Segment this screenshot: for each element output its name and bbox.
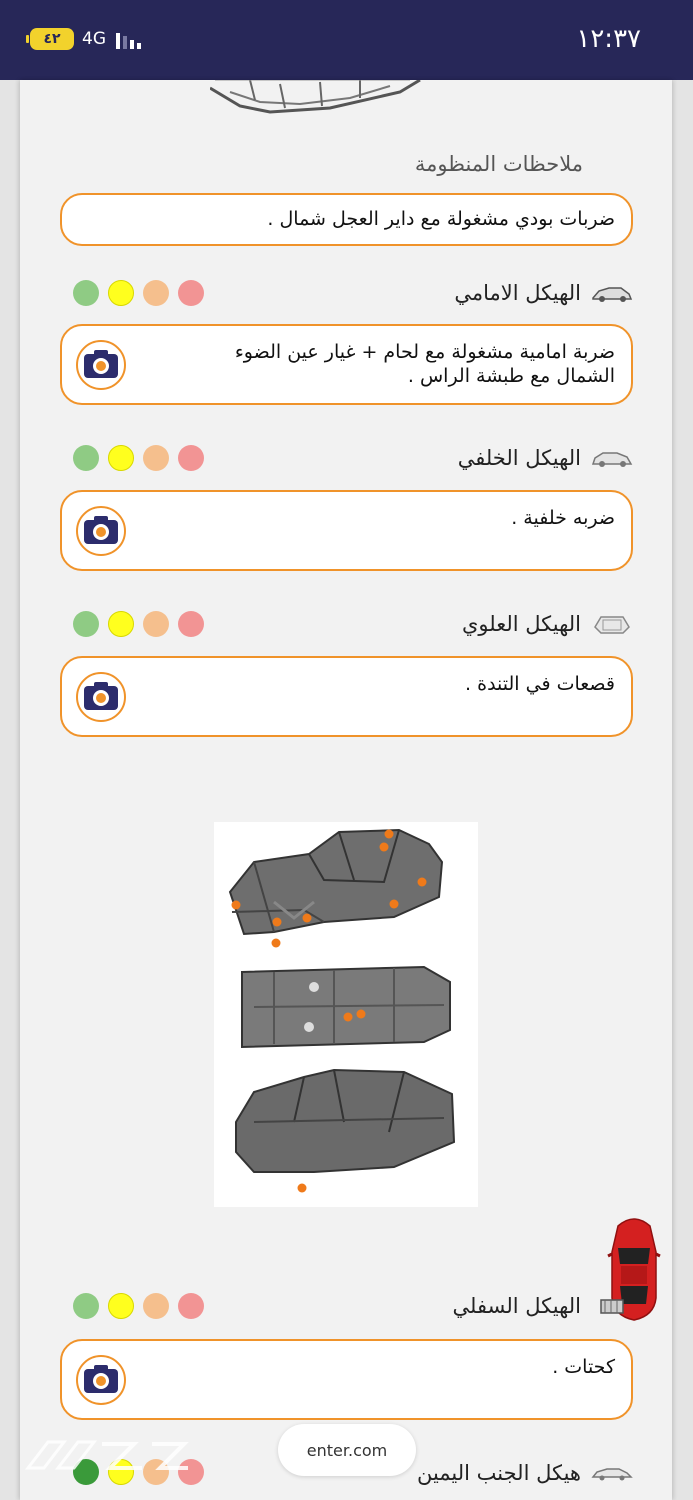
- section-front-note-text: ضربة امامية مشغولة مع لحام + غيار عين الضوء الشمال مع طبشة الراس .: [234, 341, 615, 387]
- section-underbody-header: [453, 1289, 633, 1323]
- section-underbody-note: [60, 1339, 633, 1420]
- car-underbody-icon: [591, 1295, 633, 1317]
- section-rear-header: [458, 441, 633, 475]
- rating-orange-dot[interactable]: [143, 280, 169, 306]
- signal-icon: [116, 29, 141, 49]
- body-frame-image: [214, 822, 478, 1207]
- system-notes-title: ملاحظات المنظومة: [414, 152, 583, 176]
- section-rear-note: [60, 490, 633, 571]
- rating-red-dot[interactable]: [178, 1293, 204, 1319]
- rating-green-dot[interactable]: [73, 280, 99, 306]
- rating-red-dot[interactable]: [178, 445, 204, 471]
- section-roof-note-text: قصعات في التندة .: [465, 673, 615, 695]
- section-right-side-header: [417, 1456, 633, 1490]
- rating-green-dot[interactable]: [73, 445, 99, 471]
- rating-red-dot[interactable]: [178, 280, 204, 306]
- car-rear-body-icon: [591, 447, 633, 469]
- body-frame-diagram: [214, 822, 478, 1207]
- section-front-label: الهيكل الامامي: [454, 281, 581, 305]
- section-front-header: [454, 276, 633, 310]
- section-underbody-note-text: كحتات .: [552, 1356, 615, 1378]
- section-right-side-label: هيكل الجنب اليمين: [416, 1461, 581, 1485]
- url-pill[interactable]: enter.com: [278, 1424, 416, 1476]
- car-front-body-icon: [591, 282, 633, 304]
- section-roof-note: [60, 656, 633, 737]
- car-roof-body-icon: [591, 613, 633, 635]
- camera-button[interactable]: [76, 340, 126, 390]
- status-bar: [0, 0, 693, 80]
- status-left: [30, 28, 141, 50]
- system-notes-text: ضربات بودي مشغولة مع داير العجل شمال .: [267, 208, 615, 230]
- brand-watermark-logo: [24, 1436, 189, 1476]
- rating-yellow-dot[interactable]: [108, 1293, 134, 1319]
- rating-dots-roof: [73, 611, 204, 637]
- battery-indicator: ٤٢: [30, 28, 74, 50]
- rating-yellow-dot[interactable]: [108, 280, 134, 306]
- network-type: 4G: [82, 29, 106, 49]
- rating-dots-underbody: [73, 1293, 204, 1319]
- camera-button[interactable]: [76, 672, 126, 722]
- section-front-note: [60, 324, 633, 405]
- rating-dots-rear: [73, 445, 204, 471]
- car-right-side-icon: [591, 1462, 633, 1484]
- section-underbody-label: الهيكل السفلي: [452, 1294, 581, 1318]
- section-roof-label: الهيكل العلوي: [461, 612, 581, 636]
- camera-button[interactable]: [76, 1355, 126, 1405]
- car-frame-partial-image: [210, 80, 440, 114]
- camera-icon: [78, 508, 124, 554]
- camera-icon: [78, 342, 124, 388]
- section-roof-header: [462, 607, 633, 641]
- rating-orange-dot[interactable]: [143, 611, 169, 637]
- section-rear-label: الهيكل الخلفي: [457, 446, 581, 470]
- rating-orange-dot[interactable]: [143, 1293, 169, 1319]
- rating-dots-front: [73, 280, 204, 306]
- rating-orange-dot[interactable]: [143, 445, 169, 471]
- rating-red-dot[interactable]: [178, 611, 204, 637]
- section-rear-note-text: ضربه خلفية .: [511, 507, 615, 529]
- rating-yellow-dot[interactable]: [108, 611, 134, 637]
- camera-button[interactable]: [76, 506, 126, 556]
- rating-yellow-dot[interactable]: [108, 445, 134, 471]
- status-time: ١٢:٣٧: [576, 24, 641, 54]
- camera-icon: [78, 1357, 124, 1403]
- rating-green-dot[interactable]: [73, 611, 99, 637]
- rating-green-dot[interactable]: [73, 1293, 99, 1319]
- camera-icon: [78, 674, 124, 720]
- system-notes-box: [60, 193, 633, 246]
